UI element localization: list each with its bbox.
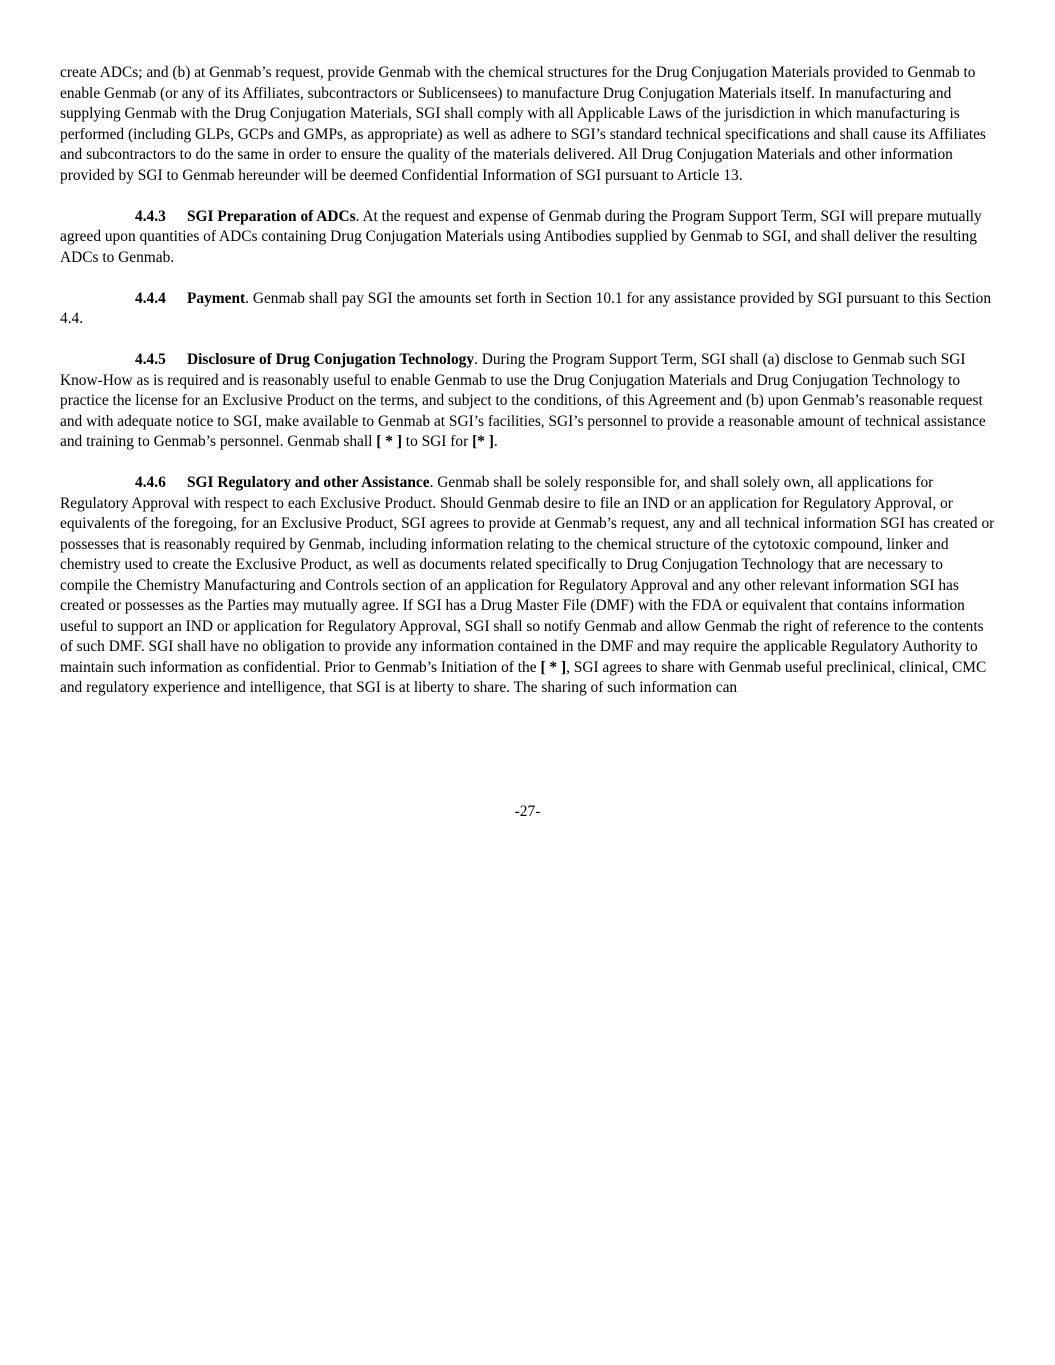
section-text: . — [493, 433, 498, 450]
section-text: to SGI for — [401, 433, 473, 450]
document-page — [60, 63, 995, 719]
section-text: . Genmab shall be solely responsible for, and shall solely own, all applications for Regulatory Approval with respect to each Exclusive Product. Should Genmab desire to file an IND or an application for Regulatory Approval, or equivalents of the foregoing, for an Exclusive Product, SGI agrees to provide at Genmab’s request, any and all technical information SGI has created or possesses that is reasonably required by Genmab, including information relating to the chemical structure of the cytotoxic compound, linker and chemistry used to create the Exclusive Product, as well as documents related specifically to Drug Conjugation Technology that are necessary to compile the Chemistry Manufacturing and Controls section of an application for Regulatory Approval and any other relevant information SGI has created or possesses as the Parties may mutually agree. If SGI has a Drug Master File (DMF) with the FDA or equivalent that contains information useful to support an IND or application for Regulatory Approval, SGI shall so notify Genmab and allow Genmab the right of reference to the contents of such DMF. SGI shall have no obligation to provide any information contained in the DMF and may require the applicable Regulatory Authority to maintain such information as confidential. Prior to Genmab’s Initiation of the — [60, 474, 995, 676]
section-text: . Genmab shall pay SGI the amounts set forth in Section 10.1 for any assistance provided by SGI pursuant to this Section 4.4. — [60, 289, 992, 327]
section-text: . At the request and expense of Genmab during the Program Support Term, SGI will prepare mutually agreed upon quantities of ADCs containing Drug Conjugation Materials using Antibodies supplied by Genmab to SGI, and shall deliver the resulting ADCs to Genmab. — [60, 207, 982, 266]
paragraph-continued — [60, 63, 995, 186]
section-number: 4.4.5 — [135, 351, 166, 368]
section-4-4-6 — [60, 473, 995, 699]
section-number: 4.4.6 — [135, 474, 166, 491]
section-number: 4.4.4 — [135, 289, 166, 307]
section-number: 4.4.3 — [135, 207, 166, 225]
redaction-marker: [* ] — [472, 433, 494, 450]
section-title: Payment — [187, 289, 246, 307]
section-4-4-5 — [60, 350, 995, 453]
section-text: . During the Program Support Term, SGI shall (a) disclose to Genmab such SGI Know-How as is required and is reasonably useful to enable Genmab to use the Drug Conjugation Materials and Drug Conjugation Technology to practice the license for an Exclusive Product on the terms, and subject to the conditions, of this Agreement and (b) upon Genmab’s reasonable request and with adequate notice to SGI, make available to Genmab at SGI’s facilities, SGI’s personnel to provide a reasonable amount of technical assistance and training to Genmab’s personnel. Genmab shall — [60, 351, 986, 450]
section-4-4-4 — [60, 289, 995, 330]
section-text: , SGI agrees to share with Genmab useful preclinical, clinical, CMC and regulatory experience and intelligence, that SGI is at liberty to share. The sharing of such information can — [60, 658, 987, 696]
section-title: Disclosure of Drug Conjugation Technology — [187, 351, 475, 368]
section-title: SGI Preparation of ADCs — [187, 207, 356, 225]
redaction-marker: [ * ] — [540, 658, 567, 676]
page-number: -27- — [514, 803, 541, 820]
section-title: SGI Regulatory and other Assistance — [187, 474, 430, 491]
paragraph-text: create ADCs; and (b) at Genmab’s request, provide Genmab with the chemical structures for the Drug Conjugation Materials provided to Genmab to enable Genmab (or any of its Affiliates, subcontractors or Sublicensees) to manufacture Drug Conjugation Materials itself. In manufacturing and supplying Genmab with the Drug Conjugation Materials, SGI shall comply with all Applicable Laws of the jurisdiction in which manufacturing is performed (including GLPs, GCPs and GMPs, as appropriate) as well as adhere to SGI’s standard technical specifications and shall cause its Affiliates and subcontractors to do the same in order to ensure the quality of the materials delivered. All Drug Conjugation Materials and other information provided by SGI to Genmab hereunder will be deemed Confidential Information of SGI pursuant to Article 13. — [60, 64, 986, 184]
redaction-marker: [ * ] — [376, 433, 402, 450]
section-4-4-3 — [60, 207, 995, 269]
